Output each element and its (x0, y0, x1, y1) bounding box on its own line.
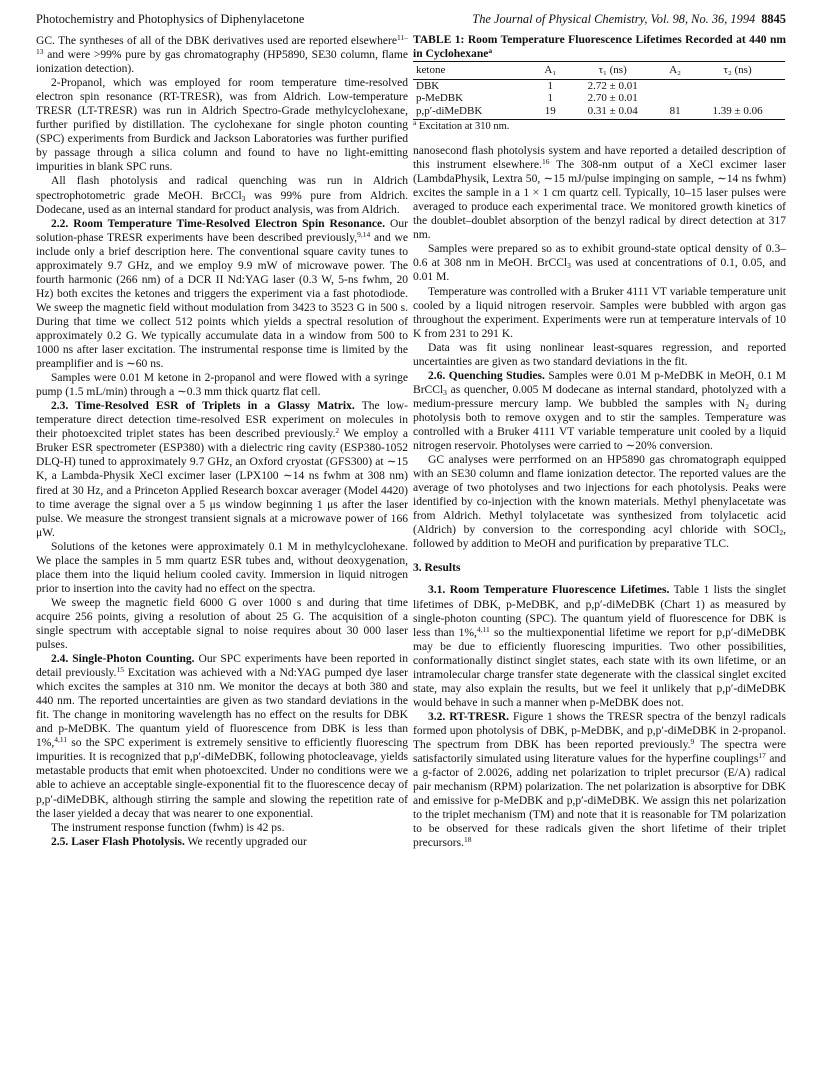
section-2-3: 2.3. Time-Resolved ESR of Triplets in a Glassy Matrix. The low-temperature direct detection time-resolved ESR experiment on molecules in their photoexcited triplet states has been described previously.$^2$ We employ a Bruker ESR spectrometer (ESP380) with a dielectric ring cavity (ESP380-1052 DLQ-H) tuned to approximately 9.7 GHz, an Oxford cryostat (GFS300) at ∼15 K, a Lambda-Physik XeCl excimer laser (LPX100 ∼14 ns fwhm at 308 nm) fired at 30 Hz, and a Princeton Applied Research boxcar averager (Model 4420) to time average the signal over a 5 μs window beginning 1 μs after the laser pulse. We measure the strongest transient signals at a microwave power of 166 μW. (36, 400, 408, 539)
section-heading: 2.4. Single-Photon Counting. (51, 653, 195, 666)
paragraph: Samples were 0.01 M ketone in 2-propanol and were flowed with a syringe pump (1.5 mL/min) through a ∼0.3 mm thick quartz flat cell. (36, 372, 408, 399)
table-cell: p-MeDBK (416, 92, 464, 104)
table-row (413, 79, 785, 92)
section-heading: 3.2. RT-TRESR. (428, 710, 510, 723)
paragraph: We sweep the magnetic field 6000 G over 1000 s and during that time acquire 256 points, giving a resolution of about 25 G. The acquisition of a single spectrum with acceptable signal to noise requires about 30 000 laser pulses. (36, 596, 408, 652)
section-heading: 2.5. Laser Flash Photolysis. (51, 835, 185, 848)
table-cell: 1 (547, 79, 554, 92)
table-cell: 81 (660, 105, 690, 120)
section-2-5: 2.5. Laser Flash Photolysis. We recently upgraded our (51, 835, 307, 848)
table-cell: 0.31 ± 0.04 (565, 105, 660, 120)
paragraph: All flash photolysis and radical quenching was run in Aldrich spectrophotometric grade MeOH. BrCCl$_3$ was 99% pure from Aldrich. Dodecane, used as an internal standard for product analysis, was from Aldrich. (36, 175, 408, 216)
table-cell: DBK (416, 79, 440, 92)
table-cell: 1.39 ± 0.06 (690, 105, 785, 120)
table-cell: 19 (535, 105, 565, 120)
paragraph: GC analyses were perrformed on an HP5890 gas chromatograph equipped with an SE30 column and flame ionization detector. The reported values are the average of two photolyses and two injections for each photolysis. Peaks were identified by co-injection with the known materials. Methyl phenylacetate was from Aldrich. Methyl tolylacetate was synthesized from tolylacetic acid (Aldrich) by conversion to the corresponding acyl chloride with SOCl$_2$, followed by addition to MeOH and purification by preparative TLC. (413, 454, 786, 551)
fluorescence-table (413, 61, 785, 120)
section-heading: 2.2. Room Temperature Time-Resolved Electron Spin Resonance. (51, 217, 386, 230)
paragraph: Temperature was controlled with a Bruker 4111 VT variable temperature unit cooled by a liquid nitrogen reservoir. Samples were bubbled with argon gas throughout the experiment. Experiments were run at temperature intervals of 10 K from 231 to 291 K. (413, 285, 786, 340)
paragraph: The instrument response function (fwhm) is 42 ps. (51, 821, 285, 834)
table-title: TABLE 1: Room Temperature Fluorescence Lifetimes Recorded at 440 nm in Cyclohexane$^a$ (413, 34, 786, 60)
table-cell: 2.70 ± 0.01 (587, 92, 638, 104)
right-column (413, 34, 786, 850)
results-heading: 3. Results (413, 562, 461, 575)
table-footnote: $^a$ Excitation at 310 nm. (413, 118, 510, 132)
column-header: A₂ (660, 62, 690, 80)
column-header: A₁ (535, 62, 565, 80)
section-heading: 3.1. Room Temperature Fluorescence Lifetimes. (428, 584, 670, 597)
section-2-4: 2.4. Single-Photon Counting. Our SPC experiments have been reported in detail previously.$^{15}$ Excitation was achieved with a Nd:YAG pumped dye laser which excites the samples at 310 nm. We monitor the decays at both 380 and 440 nm. The reported uncertainties are given as two standard deviations in the fit. The change in monitoring wavelength has no effect on the results for DBK and p-MeDBK. The quantum yield of fluorescence from DBK is less than 1%,$^{4,11}$ so the SPC experiment is extremely sensitive to efficiently fluorescing impurities. It is recognized that p,p′-diMeDBK, following photocleavage, yields metastable products that emit when photoexcited. Under no conditions were we able to achieve an acceptable single-exponential fit to the fluorescence decay of p,p′-diMeDBK, although stirring the sample and slowing the repetition rate of the laser yielded a decay that was nearer to one exponential. (36, 653, 409, 820)
table-row (413, 92, 785, 105)
section-heading: 2.3. Time-Resolved ESR of Triplets in a Glassy Matrix. (51, 400, 355, 413)
paragraph: Solutions of the ketones were approximately 0.1 M in methylcyclohexane. We place the samples in 5 mm quartz ESR tubes and, without deoxygenation, place them into the liquid helium cooled cavity. Immersion in liquid nitrogen prior to insertion into the cavity had no effect on the spectra. (36, 540, 408, 595)
section-2-6: 2.6. Quenching Studies. Samples were 0.01 M p-MeDBK in MeOH, 0.1 M BrCCl$_3$ as quencher, 0.005 M dodecane as internal standard, photolyzed with a medium-pressure mercury lamp. We bubbled the samples with $N_2$ during photolysis both to remove oxygen and to stir the samples. Temperature was controlled with a Bruker 4111 VT variable temperature unit cooled by a liquid nitrogen reservoir. Photolyses were carried to ∼20% conversion. (413, 369, 786, 453)
paragraph: GC. The syntheses of all of the DBK derivatives used are reported elsewhere$^{11-13}$ and were >99% pure by gas chromatography (HP5890, SE30 column, flame ionization detection). (36, 33, 408, 76)
page-number: 8845 (761, 12, 786, 26)
paragraph: nanosecond flash photolysis system and have reported a detailed description of this instrument elsewhere.$^{16}$ The 308-nm output of a XeCl excimer laser (LambdaPhysik, Lextra 50, ∼15 mJ/pulse impinging on sample, ∼14 ns fwhm) excites the sample in a 1 × 1 cm quartz cell. Typically, 10–15 laser pulses were averaged to produce each experimental trace. We monitored growth kinetics of the doublet–doublet absorption of the benzyl radical by direct detection at 317 nm. (413, 145, 786, 242)
paragraph: Data was fit using nonlinear least-squares regression, and reported uncertainties are given as two standard deviations in the fit. (413, 341, 786, 368)
column-header: τ₁ (ns) (565, 62, 660, 80)
table-cell: p,p′-diMeDBK (413, 105, 535, 120)
table-header-row (413, 62, 785, 80)
running-head-journal (472, 12, 786, 27)
column-header: τ₂ (ns) (690, 62, 785, 80)
table-cell (660, 79, 690, 92)
section-3-1: 3.1. Room Temperature Fluorescence Lifetimes. Table 1 lists the singlet lifetimes of DBK, p-MeDBK, and p,p′-diMeDBK (Chart 1) as measured by single-photon counting (SPC). The quantum yield of fluorescence for DBK is less than 1%,$^{4,11}$ so the multiexponential lifetime we report for p,p′-diMeDBK may be due to efficiently fluorescing impurities. Two other possibilities, conformationally distinct singlet states, each state with its own lifetime, or an intramolecular charge transfer state degenerate with the classical singlet excited state, may also explain the results, but we feel it unlikely that p,p′-diMeDBK would behave in such a manner when p-MeDBK does not. (413, 584, 786, 709)
table-row (413, 105, 785, 120)
table-cell: 2.72 ± 0.01 (587, 79, 638, 92)
table-cell (690, 92, 785, 105)
table-1 (413, 34, 786, 134)
table-cell: 1 (547, 92, 554, 104)
table-cell (660, 92, 690, 105)
journal-citation: The Journal of Physical Chemistry, Vol. 98, No. 36, 1994 (472, 12, 756, 26)
column-header: ketone (413, 62, 535, 80)
left-column (36, 34, 408, 849)
section-heading: 2.6. Quenching Studies. (428, 369, 545, 382)
running-head-title: Photochemistry and Photophysics of Diphenylacetone (36, 12, 305, 26)
table-cell (690, 79, 785, 92)
paragraph: Samples were prepared so as to exhibit ground-state optical density of 0.3–0.6 at 308 nm in MeOH. BrCCl$_3$ was used at concentrations of 0.1, 0.05, and 0.01 M. (413, 243, 786, 284)
paragraph: 2-Propanol, which was employed for room temperature time-resolved electron spin resonance (RT-TRESR), was from Aldrich. Low-temperature TRESR (LT-TRESR) was run in Aldrich Spectro-Grade methylcyclohexane, further purified by distillation. The cyclohexane for single photon counting (SPC) experiments from Burdick and Jackson Laboratories was further purified by passage through a silica column and found to have no light-emitting impurities in blank SPC runs. (36, 77, 408, 174)
running-head (36, 12, 786, 28)
section-3-2: 3.2. RT-TRESR. Figure 1 shows the TRESR spectra of the benzyl radicals formed upon photolysis of DBK, p-MeDBK, and p,p′-diMeDBK in 2-propanol. The spectrum from DBK has been reported previously.$^9$ The spectra were satisfactorily simulated using literature values for the hyperfine couplings$^{17}$ and a g-factor of 2.0026, adding net polarization to triplet precursor (E/A) radical pair mechanism (RPM) polarization. The net polarization is absorptive for DBK and emissive for p-MeDBK and p,p′-diMeDBK. We assign this net polarization to the triplet mechanism (TM) and note that it is reasonable for TM polarization to be observed for these radicals given the short lifetime of their triplet precursors.$^{18}$ (413, 710, 787, 850)
section-2-2: 2.2. Room Temperature Time-Resolved Electron Spin Resonance. Our solution-phase TRESR experiments have been described previously,$^{9,14}$ and we include only a brief description here. The conventional square cavity tunes to approximately 9.7 GHz, and we employ 9.9 mW of microwave power. The fourth harmonic (266 nm) of a DCR II Nd:YAG laser (0.3 W, 5-ns fwhm, 20 Hz) both excites the ketones and triggers the experiment via a fast photodiode. We sweep the magnetic field without modulation from 3423 to 3523 G in 500 s. During that time we collect 512 points which yields a spectral resolution of approximately 0.2 G. We typically accumulate data in a window from 500 to 1000 ns after laser excitation. The instrumental response time is limited by the preamplifier and is ∼60 ns. (36, 217, 408, 371)
